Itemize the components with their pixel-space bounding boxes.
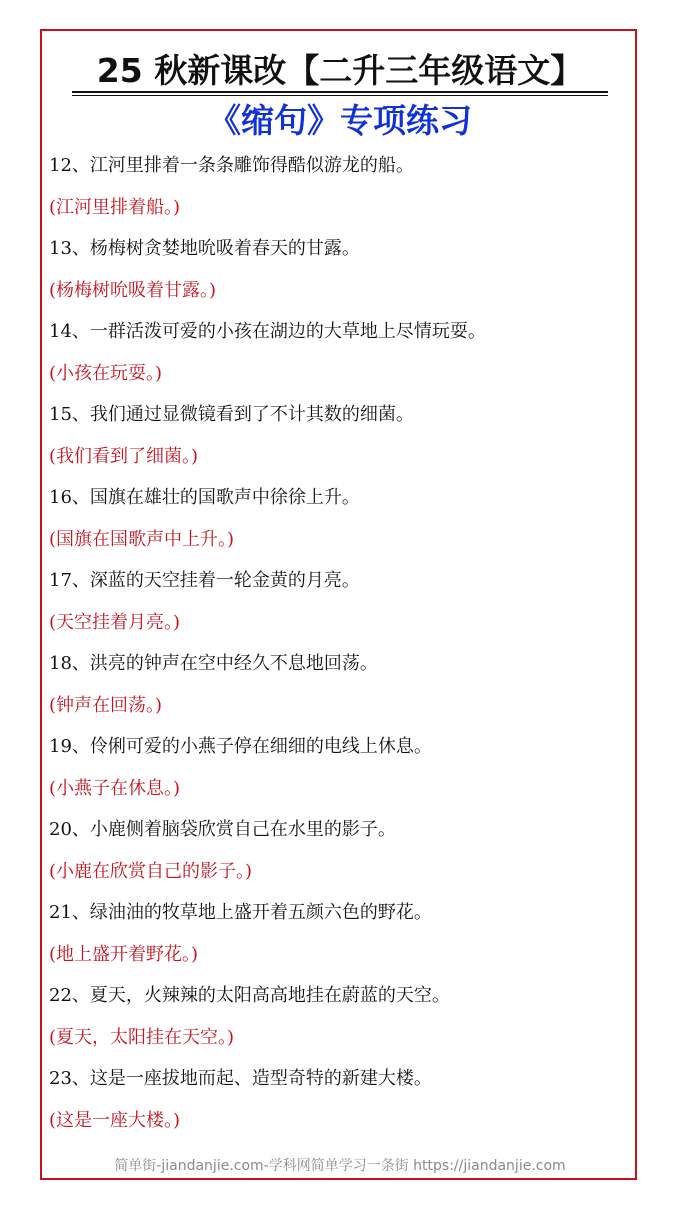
- exercise-question: 14、一群活泼可爱的小孩在湖边的大草地上尽情玩耍。: [49, 321, 486, 342]
- page-title: 25 秋新课改【二升三年级语文】: [96, 51, 584, 90]
- exercise-question: 22、夏天，火辣辣的太阳高高地挂在蔚蓝的天空。: [49, 985, 450, 1006]
- title-underline: [72, 91, 608, 93]
- exercise-question: 23、这是一座拔地而起、造型奇特的新建大楼。: [49, 1068, 432, 1089]
- exercise-question: 15、我们通过显微镜看到了不计其数的细菌。: [49, 404, 414, 425]
- exercise-answer: (这是一座大楼。): [49, 1110, 181, 1131]
- exercise-answer: (小燕子在休息。): [49, 778, 181, 799]
- title-underline-thin: [72, 95, 608, 96]
- exercise-item: [49, 892, 629, 975]
- exercise-answer: (国旗在国歌声中上升。): [49, 529, 235, 550]
- exercise-item: [49, 975, 629, 1058]
- exercise-question: 20、小鹿侧着脑袋欣赏自己在水里的影子。: [49, 819, 396, 840]
- exercise-item: [49, 726, 629, 809]
- exercise-item: [49, 643, 629, 726]
- exercise-item: [49, 228, 629, 311]
- exercise-question: 18、洪亮的钟声在空中经久不息地回荡。: [49, 653, 378, 674]
- exercise-answer: (杨梅树吮吸着甘露。): [49, 280, 217, 301]
- page-subtitle: 《缩句》专项练习: [208, 101, 472, 140]
- exercise-question: 21、绿油油的牧草地上盛开着五颜六色的野花。: [49, 902, 432, 923]
- exercise-answer: (天空挂着月亮。): [49, 612, 181, 633]
- exercise-item: [49, 560, 629, 643]
- exercise-question: 12、江河里排着一条条雕饰得酷似游龙的船。: [49, 155, 414, 176]
- exercise-answer: (我们看到了细菌。): [49, 446, 199, 467]
- exercise-item: [49, 809, 629, 892]
- exercise-question: 16、国旗在雄壮的国歌声中徐徐上升。: [49, 487, 360, 508]
- exercise-question: 17、深蓝的天空挂着一轮金黄的月亮。: [49, 570, 360, 591]
- exercise-question: 13、杨梅树贪婪地吮吸着春天的甘露。: [49, 238, 360, 259]
- exercise-answer: (钟声在回荡。): [49, 695, 163, 716]
- exercise-item: [49, 477, 629, 560]
- exercise-answer: (夏天，太阳挂在天空。): [49, 1027, 235, 1048]
- exercise-list: [49, 145, 629, 1141]
- exercise-item: [49, 394, 629, 477]
- exercise-answer: (小鹿在欣赏自己的影子。): [49, 861, 253, 882]
- exercise-answer: (江河里排着船。): [49, 197, 181, 218]
- exercise-item: [49, 1058, 629, 1141]
- exercise-item: [49, 145, 629, 228]
- exercise-item: [49, 311, 629, 394]
- footer-watermark: 简单街-jiandanjie.com-学科网简单学习一条街 https://jiandanjie.com: [114, 1158, 566, 1174]
- exercise-answer: (地上盛开着野花。): [49, 944, 199, 965]
- exercise-answer: (小孩在玩耍。): [49, 363, 163, 384]
- exercise-question: 19、伶俐可爱的小燕子停在细细的电线上休息。: [49, 736, 432, 757]
